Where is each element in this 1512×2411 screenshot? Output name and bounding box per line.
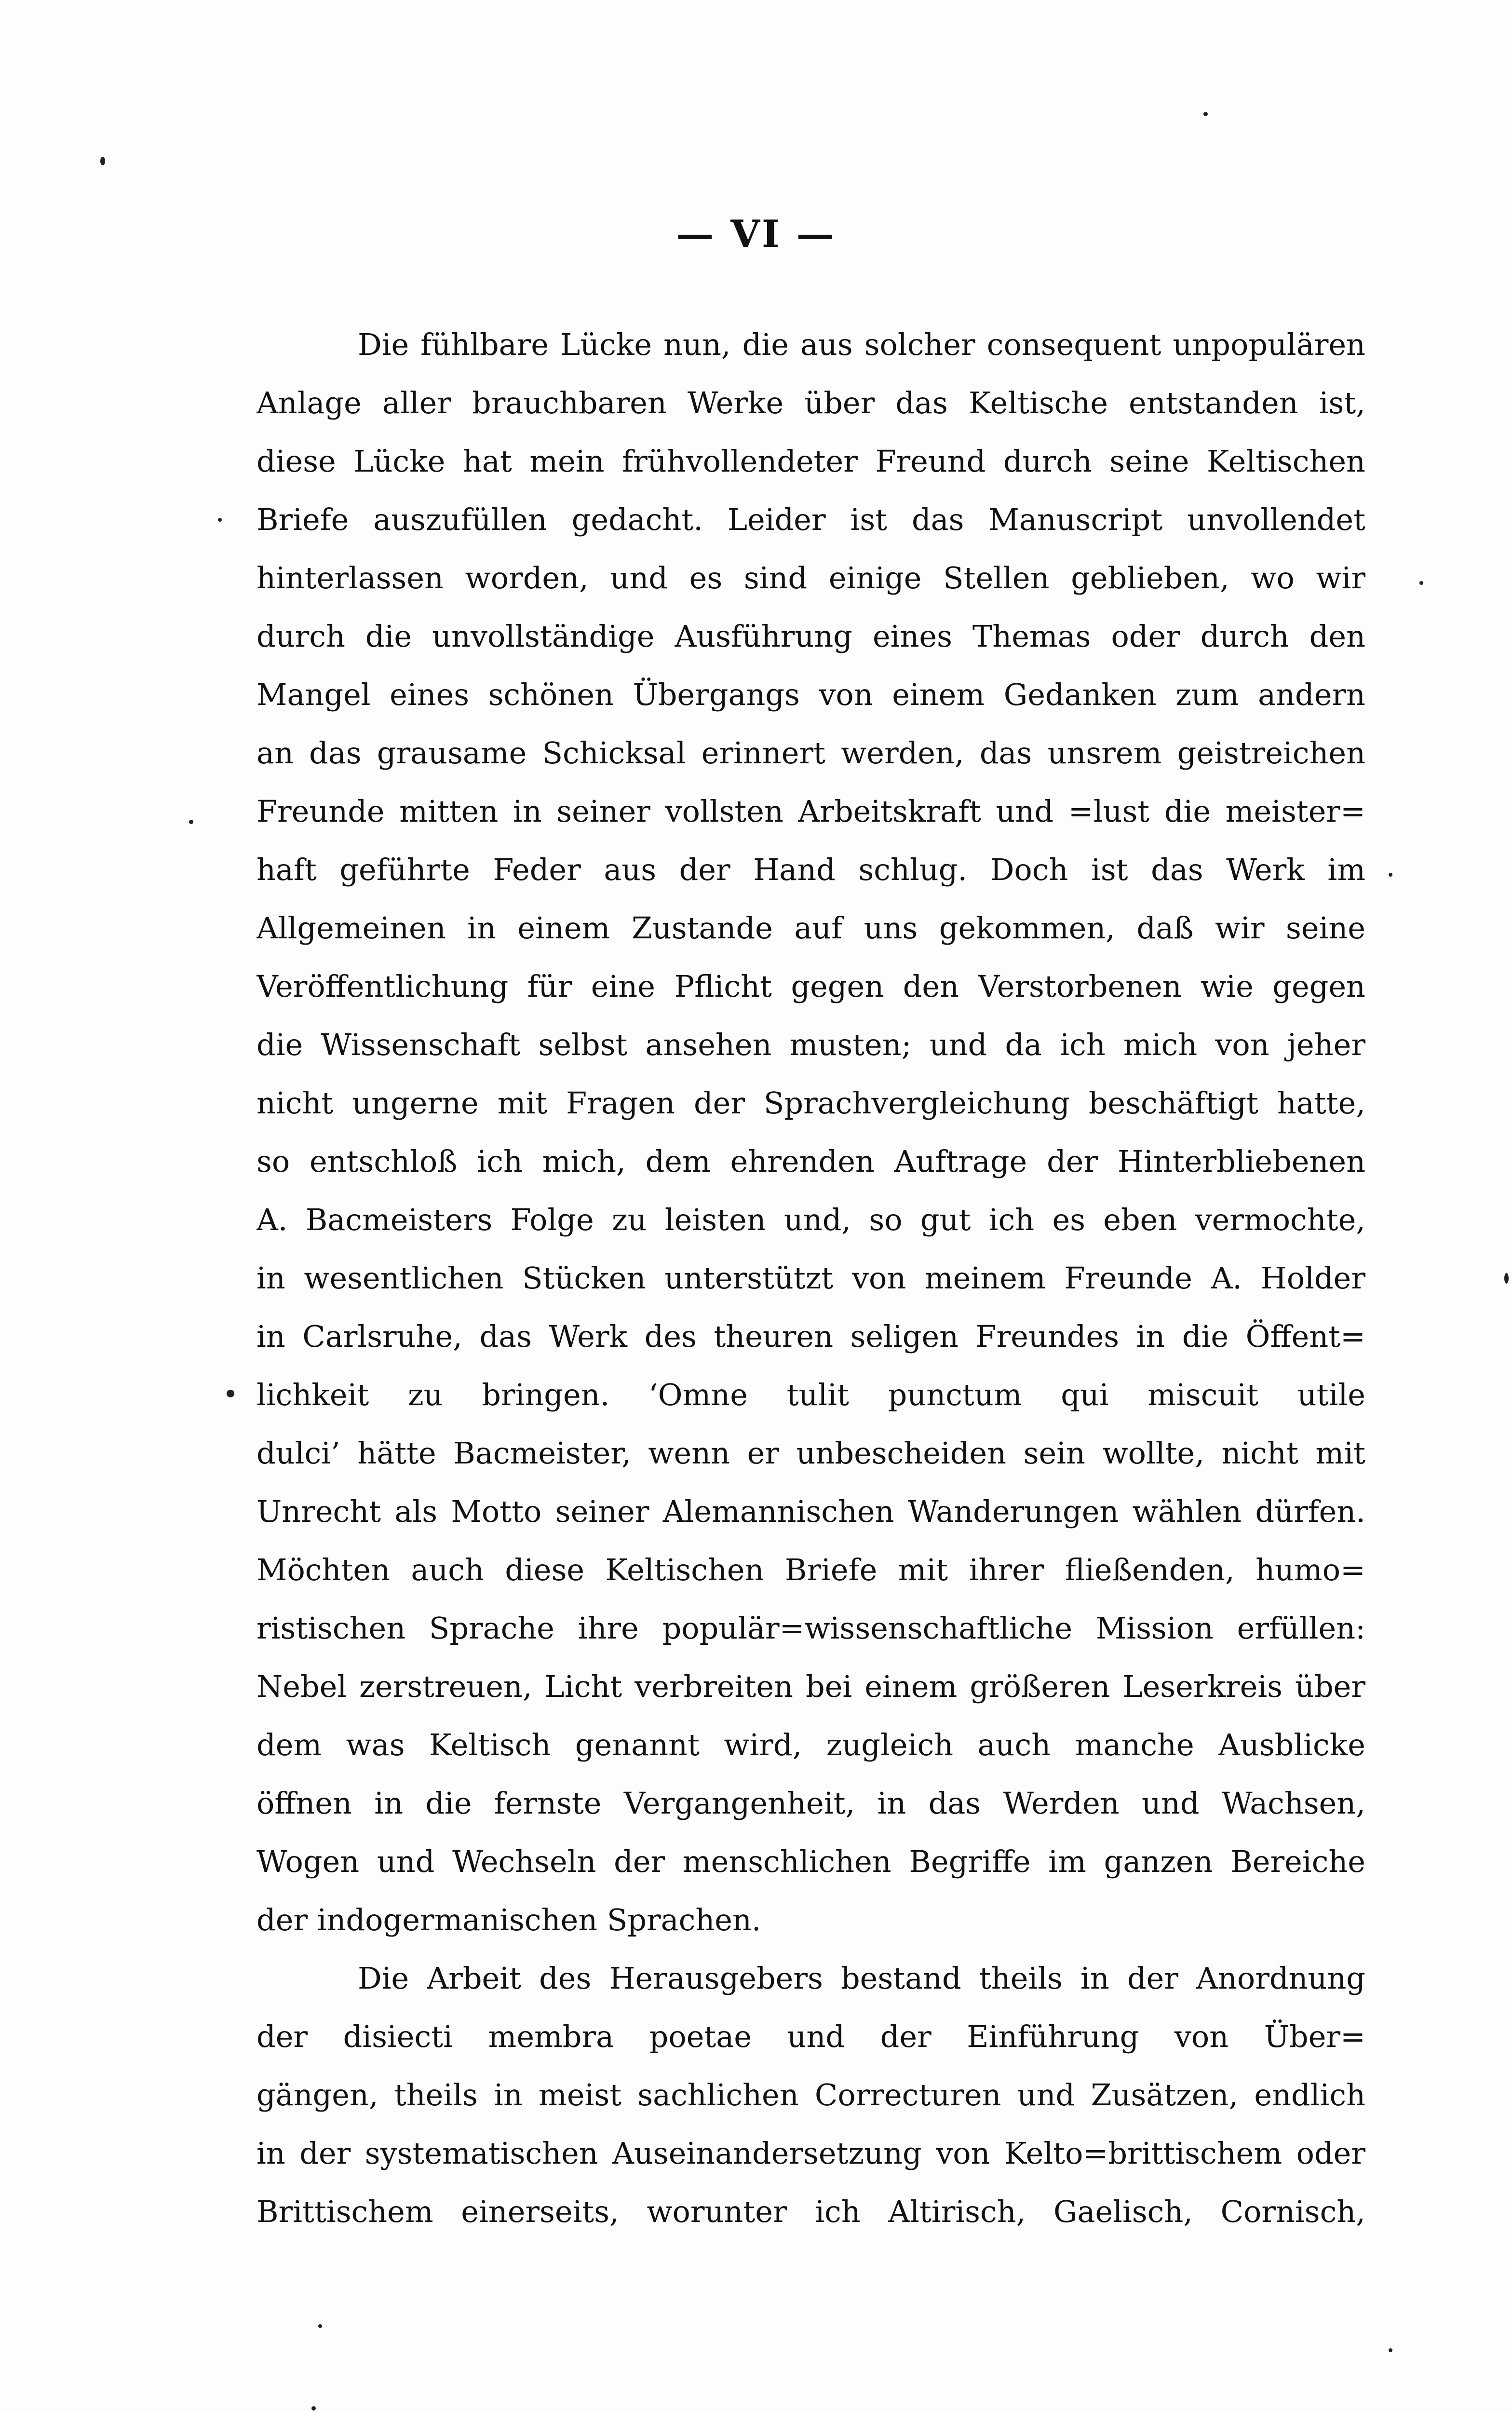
text-line: durch die unvollständige Ausführung eines Themas oder durch den xyxy=(256,619,1365,654)
text-line: Veröffentlichung für eine Pflicht gegen den Verstorbenen wie gegen xyxy=(256,969,1365,1004)
text-line: der indogermanischen Sprachen. xyxy=(256,1902,761,1937)
margin-speck xyxy=(227,1390,234,1397)
margin-speck xyxy=(189,820,193,824)
text-line: an das grausame Schicksal erinnert werden, das unsrem geistreichen xyxy=(256,735,1365,771)
paragraph-2 xyxy=(256,1949,1365,2241)
text-line: ristischen Sprache ihre populär=wissenschaftliche Mission erfüllen: xyxy=(256,1611,1365,1646)
text-line: lichkeit zu bringen. ‘Omne tulit punctum qui miscuit utile xyxy=(256,1377,1365,1412)
text-line: Allgemeinen in einem Zustande auf uns gekommen, daß wir seine xyxy=(256,910,1365,946)
margin-speck xyxy=(100,157,105,165)
paragraph-1 xyxy=(256,315,1365,1949)
text-line: haft geführte Feder aus der Hand schlug. Doch ist das Werk im xyxy=(256,852,1365,887)
text-line: Unrecht als Motto seiner Alemannischen Wanderungen wählen dürfen. xyxy=(256,1494,1365,1529)
page-number-header: — VI — xyxy=(676,212,836,256)
body-text xyxy=(256,315,1365,2241)
text-line: die Wissenschaft selbst ansehen musten; und da ich mich von jeher xyxy=(256,1027,1365,1062)
text-line: diese Lücke hat mein frühvollendeter Freund durch seine Keltischen xyxy=(256,444,1365,479)
margin-speck xyxy=(1389,873,1392,877)
text-line: gängen, theils in meist sachlichen Correcturen und Zusätzen, endlich xyxy=(256,2077,1365,2113)
margin-speck xyxy=(1389,2348,1392,2352)
text-line: in Carlsruhe, das Werk des theuren seligen Freundes in die Öffent= xyxy=(256,1319,1365,1354)
margin-speck xyxy=(218,518,222,522)
text-line: Anlage aller brauchbaren Werke über das Keltische entstanden ist, xyxy=(256,385,1365,420)
text-line: Die fühlbare Lücke nun, die aus solcher consequent unpopulären xyxy=(358,327,1365,362)
text-line: in der systematischen Auseinandersetzung von Kelto=brittischem oder xyxy=(256,2136,1365,2171)
text-line: in wesentlichen Stücken unterstützt von meinem Freunde A. Holder xyxy=(256,1260,1365,1296)
text-line: öffnen in die fernste Vergangenheit, in das Werden und Wachsen, xyxy=(256,1786,1365,1821)
text-line: Brittischem einerseits, worunter ich Altirisch, Gaelisch, Cornisch, xyxy=(256,2194,1365,2229)
margin-speck xyxy=(1203,112,1208,116)
text-line: Wogen und Wechseln der menschlichen Begriffe im ganzen Bereiche xyxy=(256,1844,1365,1879)
margin-speck xyxy=(1504,1273,1509,1284)
margin-speck xyxy=(1419,581,1423,585)
text-line: so entschloß ich mich, dem ehrenden Auftrage der Hinterbliebenen xyxy=(256,1144,1365,1179)
text-line: Briefe auszufüllen gedacht. Leider ist das Manuscript unvollendet xyxy=(256,502,1365,537)
text-line: der disiecti membra poetae und der Einführung von Über= xyxy=(256,2019,1365,2054)
text-line: Mangel eines schönen Übergangs von einem Gedanken zum andern xyxy=(256,677,1365,712)
text-line: Die Arbeit des Herausgebers bestand theils in der Anordnung xyxy=(358,1961,1365,1996)
text-line: hinterlassen worden, und es sind einige Stellen geblieben, wo wir xyxy=(256,560,1365,596)
text-line: Freunde mitten in seiner vollsten Arbeitskraft und =lust die meister= xyxy=(256,794,1365,829)
text-line: Nebel zerstreuen, Licht verbreiten bei einem größeren Leserkreis über xyxy=(256,1669,1365,1704)
margin-speck xyxy=(311,2406,316,2411)
text-line: dem was Keltisch genannt wird, zugleich auch manche Ausblicke xyxy=(256,1727,1365,1762)
text-line: Möchten auch diese Keltischen Briefe mit ihrer fließenden, humo= xyxy=(256,1552,1365,1587)
text-line: A. Bacmeisters Folge zu leisten und, so gut ich es eben vermochte, xyxy=(256,1202,1365,1237)
text-line: nicht ungerne mit Fragen der Sprachvergleichung beschäftigt hatte, xyxy=(256,1085,1365,1121)
margin-speck xyxy=(318,2324,322,2328)
text-line: dulci’ hätte Bacmeister, wenn er unbescheiden sein wollte, nicht mit xyxy=(256,1436,1365,1471)
